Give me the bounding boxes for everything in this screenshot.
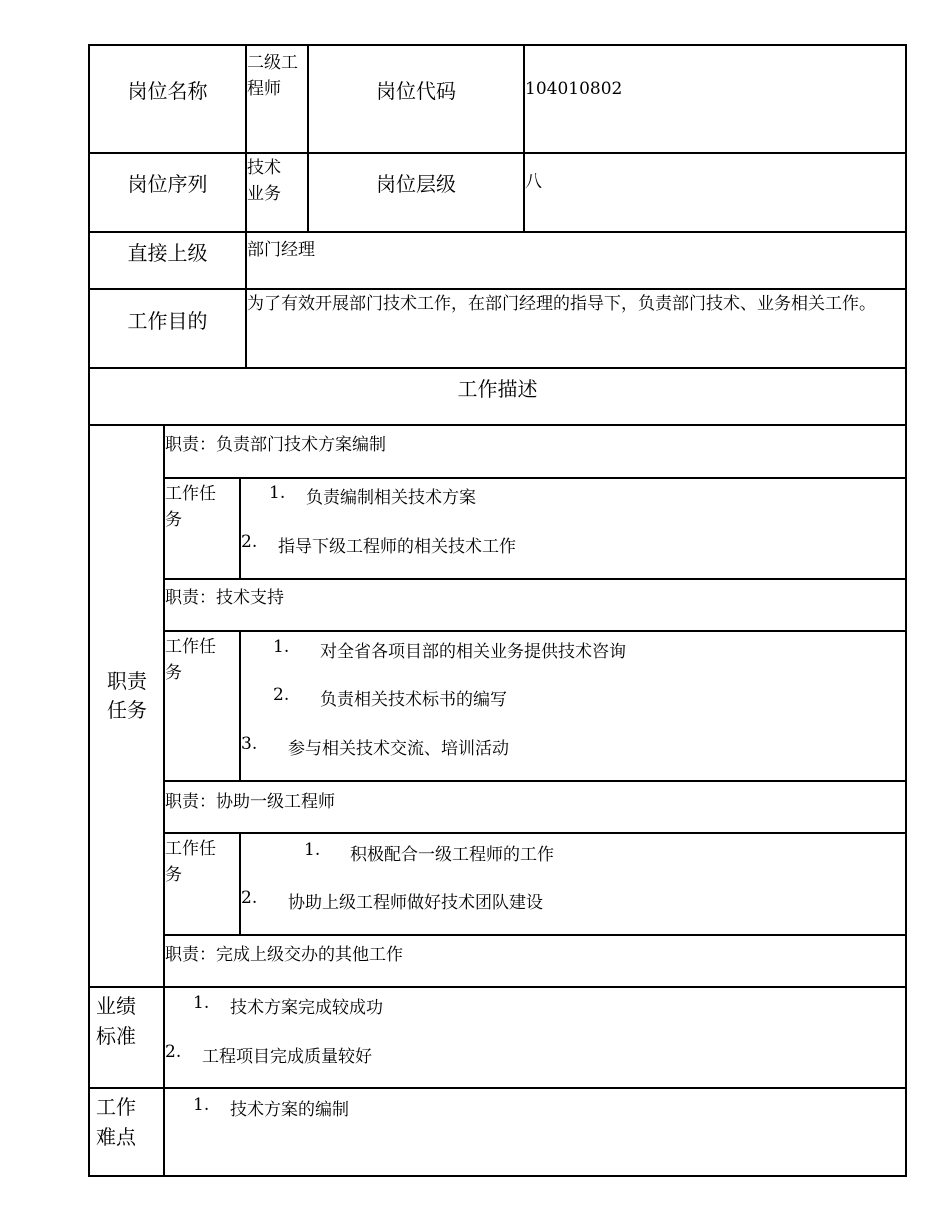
description-title: 工作描述 <box>457 376 538 401</box>
task-number: 2. <box>241 532 258 552</box>
position-series-label: 岗位序列 <box>127 171 208 196</box>
duty-divider <box>164 477 907 479</box>
performance-text: 工程项目完成质量较好 <box>202 1047 372 1067</box>
table-border-bottom <box>88 1175 907 1177</box>
duty-divider <box>164 630 907 632</box>
table-border-right <box>905 44 907 1177</box>
task-text: 负责编制相关技术方案 <box>306 488 476 508</box>
task-label: 工作任务 <box>165 484 216 530</box>
col-divider <box>239 832 241 936</box>
duty-title: 职责：技术支持 <box>165 588 284 608</box>
difficulty-text: 技术方案的编制 <box>230 1100 349 1120</box>
duties-section-label: 职责任务 <box>107 669 147 722</box>
purpose-label: 工作目的 <box>127 308 208 333</box>
task-number: 2. <box>273 685 290 705</box>
supervisor-value: 部门经理 <box>247 240 315 260</box>
performance-number: 2. <box>165 1042 182 1062</box>
duty-divider <box>164 780 907 782</box>
task-label: 工作任务 <box>165 839 216 885</box>
duty-divider <box>164 578 907 580</box>
col-divider <box>239 477 241 580</box>
task-number: 1. <box>269 483 286 503</box>
row-divider <box>88 424 907 426</box>
position-series-value: 技术业务 <box>247 158 281 204</box>
task-text: 负责相关技术标书的编写 <box>320 690 507 710</box>
task-text: 参与相关技术交流、培训活动 <box>288 739 509 759</box>
col-divider <box>239 630 241 782</box>
performance-label: 业绩标准 <box>96 994 136 1048</box>
position-code-value: 104010802 <box>525 79 623 99</box>
supervisor-label: 直接上级 <box>127 240 208 265</box>
task-label: 工作任务 <box>165 637 216 683</box>
difficulty-label: 工作难点 <box>96 1095 136 1149</box>
difficulty-number: 1. <box>193 1095 210 1115</box>
task-number: 1. <box>304 840 321 860</box>
row-divider <box>88 1087 907 1089</box>
task-number: 3. <box>241 734 258 754</box>
duty-divider <box>164 832 907 834</box>
performance-text: 技术方案完成较成功 <box>230 998 383 1018</box>
duty-title: 职责：负责部门技术方案编制 <box>165 435 386 455</box>
col-divider <box>523 44 525 232</box>
position-name-label: 岗位名称 <box>127 78 208 103</box>
task-number: 1. <box>273 637 290 657</box>
purpose-value: 为了有效开展部门技术工作，在部门经理的指导下，负责部门技术、业务相关工作。 <box>247 294 876 314</box>
row-divider <box>88 986 907 988</box>
position-level-label: 岗位层级 <box>376 171 456 196</box>
task-text: 协助上级工程师做好技术团队建设 <box>288 893 543 913</box>
performance-number: 1. <box>193 993 210 1013</box>
duty-title: 职责：协助一级工程师 <box>165 792 335 812</box>
position-name-value: 二级工程师 <box>247 53 298 99</box>
task-text: 指导下级工程师的相关技术工作 <box>278 537 516 557</box>
duty-title: 职责：完成上级交办的其他工作 <box>165 945 403 965</box>
task-text: 积极配合一级工程师的工作 <box>350 845 554 865</box>
position-level-value: 八 <box>525 172 542 192</box>
task-text: 对全省各项目部的相关业务提供技术咨询 <box>320 642 626 662</box>
task-number: 2. <box>241 888 258 908</box>
duty-divider <box>164 934 907 936</box>
position-code-label: 岗位代码 <box>376 78 456 103</box>
table-border-left <box>88 44 90 1177</box>
